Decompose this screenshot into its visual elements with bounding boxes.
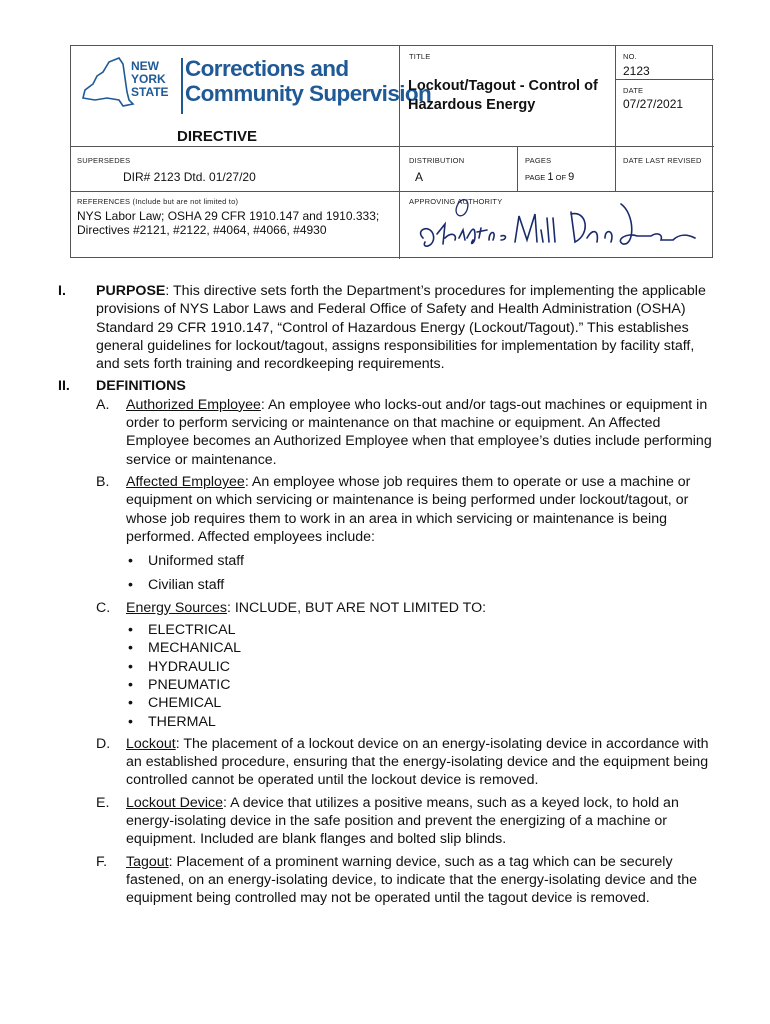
page-current: 1: [547, 171, 554, 183]
list-item: • HYDRAULIC: [128, 658, 230, 675]
divider: [71, 191, 714, 192]
item-letter: A.: [96, 396, 110, 413]
logo-divider: [181, 58, 183, 114]
directive-number: 2123: [623, 64, 650, 78]
section-heading: DEFINITIONS: [96, 378, 186, 395]
agency-name-line2: Community Supervision: [185, 81, 432, 106]
definition-item: [96, 853, 718, 908]
divider: [615, 79, 714, 80]
section-heading: PURPOSE: [96, 283, 166, 299]
title-label: TITLE: [409, 52, 431, 61]
list-item: • Civilian staff: [128, 577, 225, 594]
agency-name-line1: Corrections and: [185, 56, 349, 81]
distribution-value: A: [415, 170, 424, 184]
list-item: • THERMAL: [128, 713, 216, 730]
state-name-line: NEW: [131, 59, 159, 73]
list-item: • MECHANICAL: [128, 640, 242, 657]
definition-text: : An employee who locks-out and/or tags-out machines or equipment in order to perform servicing or maintenance on that machine or equipment. An Affected Employee becomes an Authorized Employee when that employee’s duties include performing service or maintenance.: [126, 396, 712, 468]
page-word: PAGE: [525, 173, 546, 182]
definition-text: : INCLUDE, BUT ARE NOT LIMITED TO:: [226, 599, 487, 616]
definition-text: : An employee whose job requires them to operate or use a machine or equipment on which servicing or maintenance is being performed under lockout/tagout, or whose job requires them to work in an area in which servicing or maintenance is being performed. Affected employees include:: [126, 473, 691, 545]
references-line2: Directives #2121, #2122, #4064, #4066, #4930: [77, 223, 327, 237]
list-item: • CHEMICAL: [128, 695, 222, 712]
directive-body: [58, 282, 718, 908]
supersedes-label: SUPERSEDES: [77, 156, 131, 165]
definition-term: Lockout Device: [126, 794, 223, 811]
definition-item: [96, 396, 718, 469]
section-number: I.: [58, 283, 66, 299]
definition-term: Affected Employee: [126, 473, 245, 490]
signature-image: [411, 194, 711, 256]
item-letter: C.: [96, 599, 111, 616]
references-label: REFERENCES (Include but are not limited to): [77, 197, 239, 206]
state-name-line: STATE: [131, 85, 169, 99]
definition-item: [96, 735, 718, 790]
references-line1: NYS Labor Law; OSHA 29 CFR 1910.147 and 1910.333;: [77, 209, 380, 223]
list-item: • ELECTRICAL: [128, 622, 236, 639]
approving-authority-label: APPROVING AUTHORITY: [409, 197, 503, 206]
definition-item: [96, 599, 718, 617]
section-number: II.: [58, 378, 70, 395]
definition-term: Energy Sources: [126, 599, 227, 616]
page-count: [525, 171, 574, 183]
section-purpose: [58, 282, 718, 373]
page-total: 9: [568, 171, 575, 183]
item-letter: B.: [96, 473, 110, 490]
divider: [517, 146, 518, 191]
divider: [615, 46, 616, 146]
divider: [71, 146, 714, 147]
number-label: NO.: [623, 52, 637, 61]
supersedes-value: DIR# 2123 Dtd. 01/27/20: [123, 170, 256, 184]
section-definitions: [58, 377, 718, 395]
definition-text: : Placement of a prominent warning device, such as a tag which can be securely fastened, on an energy-isolating device, to indicate that the energy-isolating device and the equipment being controlled may not be operated until the tagout device is removed.: [126, 853, 698, 907]
of-word: OF: [555, 173, 567, 182]
item-letter: D.: [96, 735, 111, 752]
divider: [615, 146, 616, 191]
date-label: DATE: [623, 86, 644, 95]
state-name-line: YORK: [131, 72, 166, 86]
definition-item: [96, 794, 718, 849]
definition-text: : A device that utilizes a positive means, such as a keyed lock, to hold an energy-isolating device in the safe position and prevent the energizing of a machine or equipment. Included are blank flanges and bolted slip blinds.: [126, 794, 679, 848]
date-last-revised-label: DATE LAST REVISED: [623, 156, 702, 165]
definition-term: Authorized Employee: [126, 396, 261, 413]
state-map-icon: [79, 54, 135, 114]
directive-label: DIRECTIVE: [177, 128, 258, 145]
definition-term: Tagout: [126, 853, 169, 870]
directive-title-line2: Hazardous Energy: [408, 97, 536, 113]
pages-label: PAGES: [525, 156, 552, 165]
directive-date: 07/27/2021: [623, 97, 684, 111]
list-item: • PNEUMATIC: [128, 676, 231, 693]
item-letter: F.: [96, 853, 108, 870]
directive-title-line1: Lockout/Tagout - Control of: [408, 78, 598, 94]
distribution-label: DISTRIBUTION: [409, 156, 465, 165]
definition-term: Lockout: [126, 735, 176, 752]
definition-item: [96, 473, 718, 546]
definition-text: : The placement of a lockout device on an energy-isolating device in accordance with an established procedure, ensuring that the energy-isolating device and the equipment being controlled cannot be operated until the lockout device is removed.: [126, 735, 709, 789]
item-letter: E.: [96, 794, 110, 811]
directive-header: [70, 45, 713, 258]
section-text: : This directive sets forth the Department’s procedures for implementing the applicable provisions of NYS Labor Laws and Federal Office of Safety and Health Administration (OSHA) Standard 29 CFR 1910.147, “Control of Hazardous Energy (Lockout/Tagout).” This establishes general guidelines for lockout/tagout, assigns responsibilities for implementation by facility staff, and sets forth training and recordkeeping requirements.: [96, 283, 706, 373]
list-item: • Uniformed staff: [128, 553, 244, 570]
